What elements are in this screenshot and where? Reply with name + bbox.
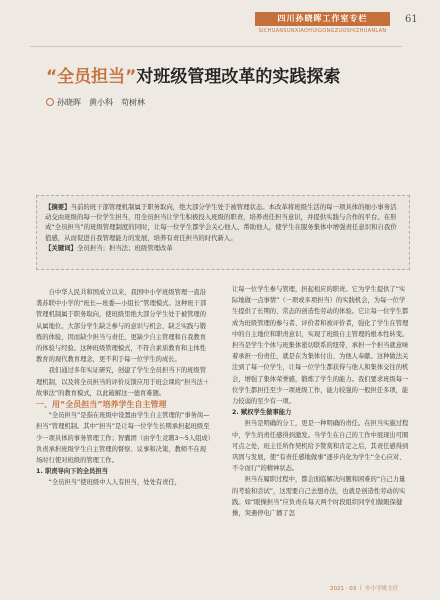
intro-paragraph-2: 我们通过多年实证研究，创建了学生全员担当下的班级管理机制，以及将全员担当的评价反馈应用于班会课的“担当法＋故事法”的教育模式，以此破解这一德育难题。: [36, 367, 210, 397]
keywords-text: 全员担当；担当法；班级管理改革: [76, 243, 173, 252]
keywords-line: [45, 243, 401, 253]
abstract-label: 【摘要】: [45, 203, 71, 211]
intro-paragraph: 自中华人民共和国成立以来，我国中小学班级管理一直沿袭苏联中小学的“班长—班委—小组长”管理模式。这种班干部管理机制属于职务取向，使班级里绝大部分学生处于被管理的从属地位。大部分学生缺乏参与的意识与机会，缺乏实践与锻炼的体验，因而缺少担当与责任，更缺少自主管理和自我教育的体验与经验。这种班级管理模式，不符合素质教育和主体性教育的现代教育理念，更不利于每一位学生的成长。: [36, 289, 207, 364]
subsection-2-paragraph: 担当是明确的分工，更是一种明确的责任。在担当实施过程中，学生的责任感得到激发。当学生在自己的工作中展现出可圈可点之处，班主任所作契机给予赞赏和肯定之后，其责任感得到巩固与发展，使“有责任感地做事”逐步内化为学生“全心应对、不令而行”的精神状态。: [232, 420, 409, 473]
keywords-label: 【关键词】: [45, 243, 77, 252]
abstract-box: [36, 195, 410, 270]
title-rest: 对班级管理改革的实践探索: [136, 67, 341, 87]
abstract-text: 当前的班干部管理机制属于职务取向，绝大部分学生处于被管理状态。本改革将班级生活的每一项具体的细小事务活动交由班级的每一位学生担当，用全员担当让学生积极投入班级的职责，培养责任担当意识，并提供实践与合作的平台。在形成“全员担当”的班级管理制度的同时，让每一位学生都学会关心他人、帮助他人，使学生在服务集体中增强责任意识和自我价值感，从而促进自我管理能力的发展，培养有责任担当的时代新人。: [45, 203, 397, 242]
right-column: [232, 284, 410, 519]
abstract-paragraph: [45, 202, 401, 243]
title-quoted-term: “全员担当”: [46, 67, 137, 87]
header-divider: [30, 46, 402, 47]
subsection-1-paragraph: “全员担当”使班级中人人有担当，处处有责任，: [48, 479, 182, 487]
section-1-paragraph: “全员担当”是指在班级中设置由学生自主管理的“事务岗—担当”管理机制。其中“担当”是让每一位学生长期承担起班级至少一项具体的事务管理工作；智囊团（由学生竞聘3～5人组成）负责承担班级学生自主管理的督察、议事和决策，教师不在现场时行使对班级的管理工作。: [36, 412, 211, 465]
author-line: [46, 97, 145, 108]
page-number: 61: [405, 14, 418, 25]
author-bullet-icon: [46, 98, 54, 106]
authors: 孙晓晖 黄小科 苟树林: [57, 98, 145, 107]
subsection-2-paragraph-2: 担当在履职过程中，都会面临解决问题和困难的“自己力量的考验和尝试”，这需要自己去想办法，也就是创造性劳动的实践。如“眼操担当”应负责在每天两个时段组织同学们做眼保健操，突遇停电广播了怎: [232, 476, 406, 518]
subheading-2: 2. 赋权学生做事能力: [232, 409, 292, 417]
column-title-banner: 四川孙晓晖工作室专栏: [255, 12, 390, 26]
continued-paragraph: 让每一位学生参与管理，担起相应的职责。它为学生提供了“实际地做一点事情”（一项或多项担当）的实践机会，为每一位学生提供了长期的、常态的创造性劳动的体验。它让每一位学生都成为班级管理的参与者、评价者和被评价者，强化了学生在管理中的自主地位和职责意识，实现了班级自主管理的根本性转变。担当是学生个体与班集体密切联系的纽带，承担一个担当就意味着承担一份责任，就是在为集体付出、为他人奉献。这种做法关注到了每一位学生，让每一位学生都获得与他人和集体交往的机会，增强了集体荣誉感，锻炼了学生的能力。我们要求班级每一位学生都担任至少一项班级工作，能力较强的一般担任多项，能力较弱的至少有一项。: [232, 286, 409, 406]
page-footer: 2021 · 03 丨 中小学班主任: [330, 586, 399, 592]
left-column: [36, 287, 212, 489]
subheading-1: 1. 职责导向下的全员担当: [36, 468, 108, 476]
column-pinyin: SICHUANSUNXIAOHUIGONGZUOSHIZHUANLAN: [258, 28, 387, 34]
article-title: [46, 62, 340, 87]
section-heading-1: 一、用“全员担当”培养学生自主管理: [36, 400, 167, 410]
